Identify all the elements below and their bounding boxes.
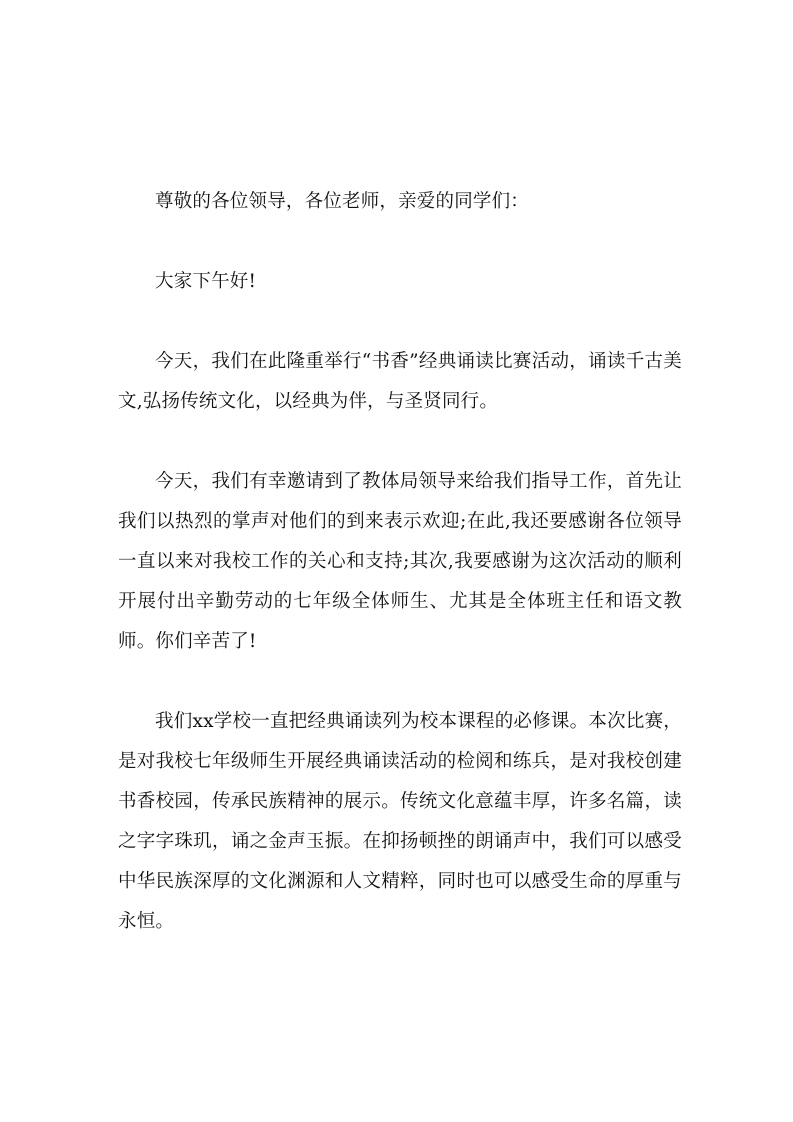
salutation-paragraph: 尊敬的各位领导，各位老师，亲爱的同学们：	[155, 191, 530, 212]
thanks-paragraph: 今天，我们有幸邀请到了教体局领导来给我们指导工作，首先让我们以热烈的掌声对他们的到来表示欢迎;在此,我还要感谢各位领导一直以来对我校工作的关心和支持;其次,我要感谢为这次活动的顺利开展付出辛勤劳动的七年级全体师生、尤其是全体班主任和语文教师。你们辛苦了!	[118, 471, 682, 652]
opening-paragraph: 今天，我们在此隆重举行“书香”经典诵读比赛活动，诵读千古美文,弘扬传统文化，以经典为伴，与圣贤同行。	[118, 351, 682, 412]
speech-body	[118, 182, 682, 982]
greeting-paragraph: 大家下午好!	[155, 271, 257, 292]
school-paragraph: 我们xx学校一直把经典诵读列为校本课程的必修课。本次比赛，是对我校七年级师生开展经典诵读活动的检阅和练兵，是对我校创建书香校园，传承民族精神的展示。传统文化意蕴丰厚，许多名篇，读之字字珠玑，诵之金声玉振。在抑扬顿挫的朗诵声中，我们可以感受中华民族深厚的文化渊源和人文精粹，同时也可以感受生命的厚重与永恒。	[118, 711, 682, 932]
